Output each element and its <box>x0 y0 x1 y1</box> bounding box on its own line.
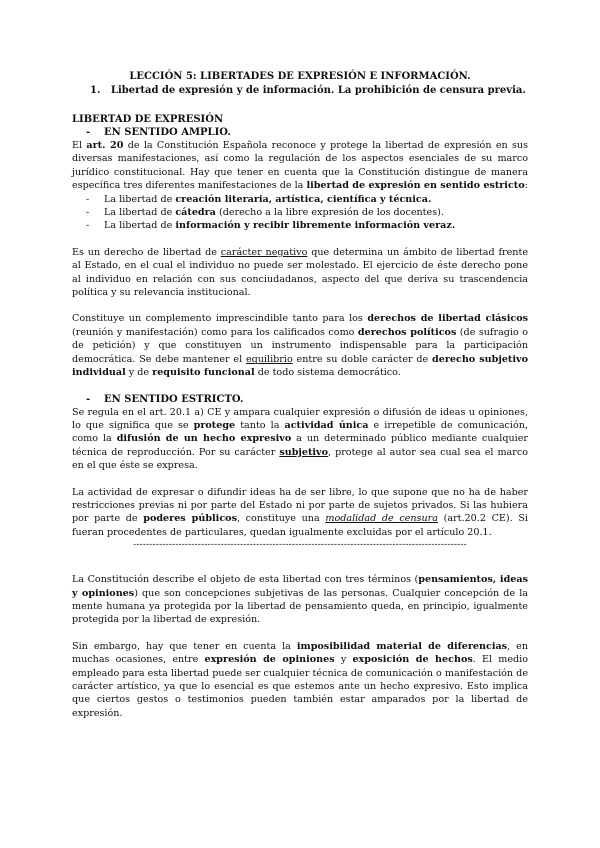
text-run: a un determinado público mediante cualquier técnica de reproducción. Por su carácter <box>72 433 528 458</box>
subheading-sentido-estricto: - EN SENTIDO ESTRICTO. <box>86 393 244 405</box>
text-run: La libertad de <box>104 220 176 232</box>
paragraph-complemento <box>72 312 528 379</box>
subtitle-text: Libertad de expresión y de información. La prohibición de censura previa. <box>110 85 526 96</box>
text-run: (derecho a la libre expresión de los docentes). <box>215 207 444 219</box>
text-run: , en muchas ocasiones, entre <box>72 640 528 666</box>
text-run: , protege al autor sea cual sea el marco en el que éste se expresa. <box>72 446 528 472</box>
subtitle-number: 1. <box>90 85 101 96</box>
list-item: - La libertad de cátedra (derecho a la libre expresión de los docentes). <box>86 207 444 219</box>
bold-run: protege <box>193 419 236 431</box>
bold-underlined-run: subjetivo <box>279 446 329 458</box>
text-run: . El medio empleado para esta libertad puede ser cualquier técnica de comunicación o manifestación de carácter artístico, ya que lo esencial es que estemos ante un hecho expresivo. Esto implica que ciertos gestos o testimonios pueden también estar amparados por la libertad de expresión. <box>72 654 529 719</box>
separator-line: ------------------------------------------------------------------------------------------------------- <box>133 540 467 551</box>
lesson-subtitle <box>72 84 528 97</box>
bold-run: expresión de opiniones <box>204 654 335 666</box>
bold-run: derecho subjetivo individual <box>72 353 528 379</box>
subheading-text: EN SENTIDO ESTRICTO. <box>104 393 244 405</box>
bold-run: creación literaria, artística, científica y técnica. <box>175 193 432 205</box>
italic-underlined-run: modalidad de censura <box>325 513 438 525</box>
text-run: Sin embargo, hay que tener en cuenta la <box>72 640 297 652</box>
paragraph-imposibilidad <box>72 640 528 720</box>
bold-run: imposibilidad material de diferencias <box>296 640 508 652</box>
paragraph-censura <box>72 486 528 540</box>
text-run: entre su doble carácter de <box>292 353 433 365</box>
text-run: (art.20.2 CE). Si fueran procedentes de particulares, quedan igualmente excluidas por el artículo 20.1. <box>72 513 528 538</box>
text-run: La libertad de <box>104 207 176 219</box>
bold-run: poderes públicos <box>143 513 237 525</box>
underlined-run: carácter negativo <box>220 246 308 258</box>
text-run: La Constitución describe el objeto de esta libertad con tres términos ( <box>72 574 419 586</box>
bold-run: art. 20 <box>86 140 124 151</box>
text-run: La libertad de <box>104 193 176 205</box>
text-run: y <box>334 654 353 666</box>
bold-run: exposición de hechos <box>352 654 473 666</box>
section-heading-libertad-expresion: LIBERTAD DE EXPRESIÓN <box>72 114 224 125</box>
bold-run: cátedra <box>175 207 216 219</box>
text-run: de la Constitución Española reconoce y protege la libertad de expresión en sus diversas manifestaciones, así como la regulación de los aspectos esenciales de su marco jurídico constitucional. Hay que tener en cuenta que la Constitución distingue de manera específica tres diferentes manifestaciones de la <box>72 140 529 192</box>
bold-run: derechos políticos <box>357 326 457 338</box>
bold-run: información y recibir libremente información veraz. <box>175 220 456 232</box>
paragraph-caracter-negativo <box>72 246 528 300</box>
bold-run: derechos de libertad clásicos <box>367 313 528 325</box>
text-run: , constituye una <box>236 513 326 525</box>
paragraph-objeto <box>72 573 528 627</box>
underlined-run: equilibrio <box>245 353 293 365</box>
bold-run: actividad única <box>284 419 369 431</box>
text-run: Es un derecho de libertad de <box>72 246 221 258</box>
text-run: Se regula en el art. 20.1 a) CE y ampara cualquier expresión o difusión de ideas u opiniones, lo que significa que se <box>72 406 528 431</box>
list-item: - La libertad de creación literaria, artística, científica y técnica. <box>86 193 432 205</box>
text-run: : <box>524 180 528 192</box>
text-run: La actividad de expresar o difundir ideas ha de ser libre, lo que supone que no ha de haber restricciones previas ni por parte del Estado ni por parte de sujetos privados. Si las hubiera por parte de <box>72 486 528 525</box>
text-run: y de <box>125 367 153 379</box>
list-item: - La libertad de información y recibir libremente información veraz. <box>86 220 456 232</box>
text-run: (reunión y manifestación) como para los calificados como <box>72 326 358 338</box>
text-run: que determina un ámbito de libertad frente al Estado, en el cual el individuo no puede ser molestado. El ejercicio de éste derecho pone al individuo en relación con sus conciudadanos, aspecto del que deriva su trascendencia política y su relevancia institucional. <box>72 246 529 299</box>
text-run: El <box>72 140 87 151</box>
text-run: Constituye un complemento imprescindible tanto para los <box>72 313 368 325</box>
lesson-title: LECCIÓN 5: LIBERTADES DE EXPRESIÓN E INFORMACIÓN. <box>129 71 471 82</box>
bold-run: difusión de un hecho expresivo <box>116 433 292 445</box>
bold-run: requisito funcional <box>152 367 255 379</box>
paragraph-art20 <box>72 139 528 193</box>
text-run: de todo sistema democrático. <box>254 367 401 379</box>
text-run: tanto la <box>235 419 285 431</box>
text-run: ) que son concepciones subjetivas de las personas. Cualquier concepción de la mente humana ya protegida por la libertad de pensamiento queda, en principio, igualmente protegida por la libertad de expresión. <box>72 587 528 626</box>
subheading-text: EN SENTIDO AMPLIO. <box>104 127 231 138</box>
subheading-sentido-amplio: - EN SENTIDO AMPLIO. <box>86 127 231 138</box>
paragraph-art20-1a <box>72 406 528 473</box>
bold-run: libertad de expresión en sentido estricto <box>306 180 525 192</box>
text-run: (de sufragio o de petición) y que constituyen un instrumento indispensable para la participación democrática. Se debe mantener el <box>72 326 528 365</box>
text-run: e irrepetible de comunicación, como la <box>72 419 529 445</box>
bold-run: pensamientos, ideas y opiniones <box>72 574 529 599</box>
